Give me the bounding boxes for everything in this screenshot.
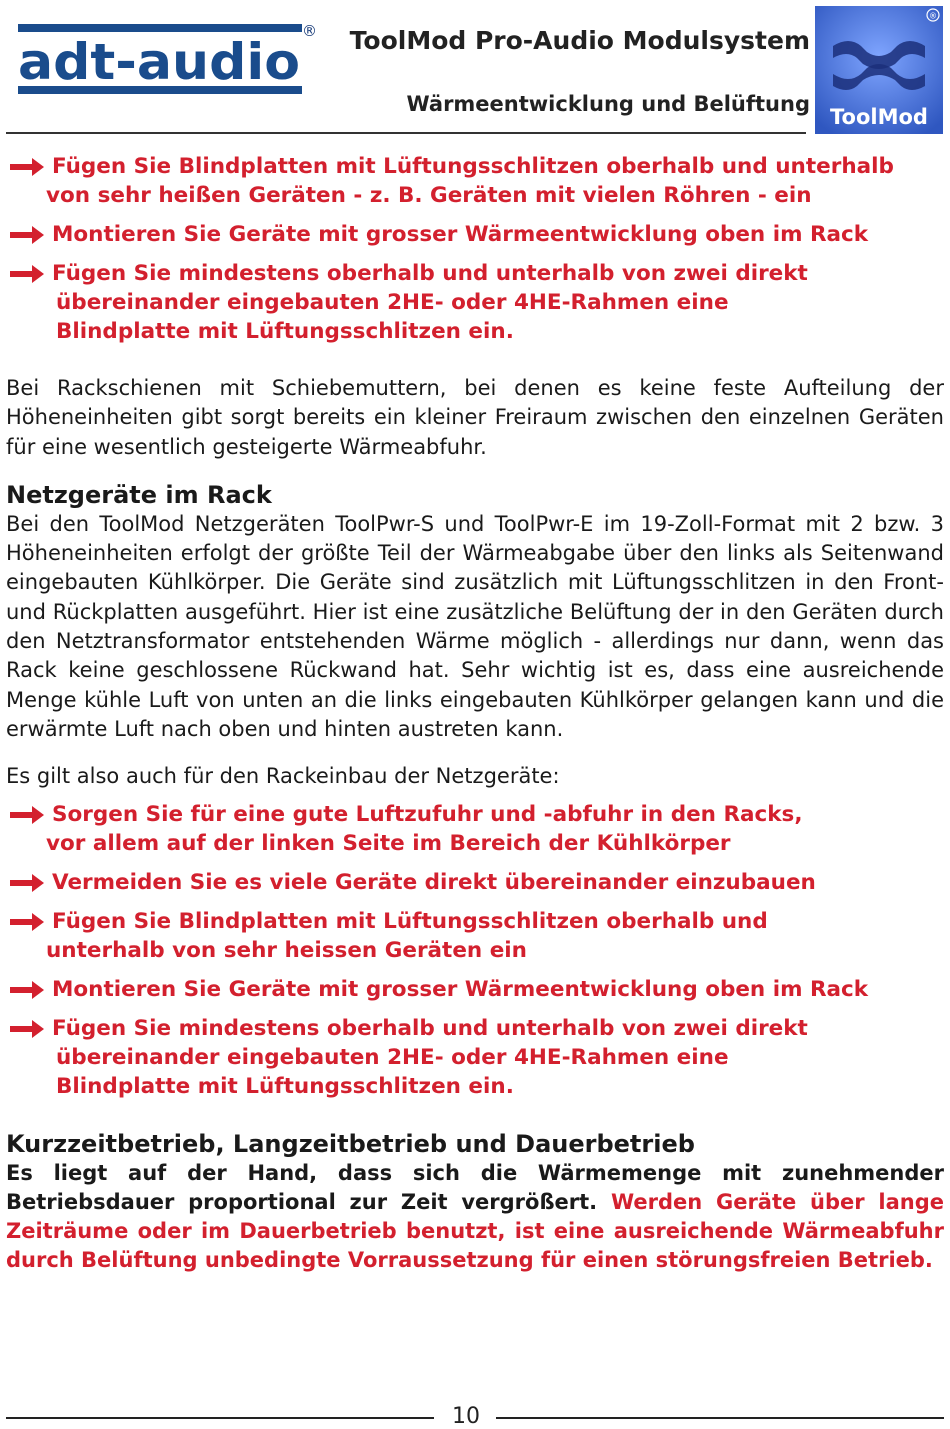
toolmod-registered-mark: ®	[929, 11, 937, 21]
arrow-right-icon	[8, 979, 46, 1001]
list-item-line: unterhalb von sehr heissen Geräten ein	[46, 937, 527, 963]
arrow-right-icon	[8, 224, 46, 246]
list-item-line: übereinander eingebauten 2HE- oder 4HE-Rahmen eine	[56, 290, 729, 315]
arrow-right-icon	[8, 911, 46, 933]
header-subtitle: Wärmeentwicklung und Belüftung	[406, 92, 810, 116]
list-item	[6, 907, 944, 965]
betrieb-text-red: Werden Geräte über lange Zeiträume oder im Dauerbetrieb benutzt, ist eine ausreichende Wärmeabfuhr durch Belüftung unbedingte Vorraussetzung für einen störungsfreien Betrieb.	[6, 1189, 944, 1273]
list-item-line: Blindplatte mit Lüftungsschlitzen ein.	[56, 1073, 514, 1099]
paragraph-betrieb	[6, 1159, 944, 1276]
list-item	[6, 1014, 944, 1101]
list-item	[6, 259, 944, 346]
list-item	[6, 152, 944, 210]
arrow-right-icon	[8, 156, 46, 178]
list-item-line: Fügen Sie Blindplatten mit Lüftungsschlitzen oberhalb und	[52, 908, 768, 934]
paragraph-es-gilt: Es gilt also auch für den Rackeinbau der Netzgeräte:	[6, 764, 560, 789]
list-item-line: Fügen Sie mindestens oberhalb und unterhalb von zwei direkt	[52, 1015, 808, 1041]
page-number: 10	[452, 1404, 480, 1429]
list-item-line: Fügen Sie Blindplatten mit Lüftungsschlitzen oberhalb und unterhalb	[52, 154, 894, 179]
arrow-right-icon	[8, 872, 46, 894]
header-rule	[6, 132, 806, 134]
arrow-right-icon	[8, 263, 46, 285]
list-item-line: Fügen Sie mindestens oberhalb und unterhalb von zwei direkt	[52, 261, 808, 286]
list-item-line: vor allem auf der linken Seite im Bereich der Kühlkörper	[46, 830, 731, 856]
page-footer	[0, 1404, 950, 1429]
page-content	[6, 152, 944, 1276]
arrow-right-icon	[8, 804, 46, 826]
registered-mark: ®	[302, 22, 317, 40]
footer-rule-left	[6, 1417, 434, 1419]
paragraph-netzgeraete: Bei den ToolMod Netzgeräten ToolPwr-S und ToolPwr-E im 19-Zoll-Format mit 2 bzw. 3 Höheneinheiten erfolgt der größte Teil der Wärmeabgabe über den links als Seitenwand eingebauten Kühlkörper. Die Geräte sind zusätzlich mit Lüftungsschlitzen in den Front- und Rückplatten ausgeführt. Hier ist eine zusätzliche Belüftung der in den Geräten durch den Netztransformator entstehenden Wärme möglich - allerdings nur dann, wenn das Rack keine geschlossene Rückwand hat. Sehr wichtig ist es, dass eine ausreichende Menge kühle Luft von unten an die links eingebauten Kühlkörper gelangen kann und die erwärmte Luft nach oben und hinten austreten kann.	[6, 511, 944, 741]
list-item-line: Sorgen Sie für eine gute Luftzufuhr und -abfuhr in den Racks,	[52, 801, 803, 827]
list-item-line: Vermeiden Sie es viele Geräte direkt übereinander einzubauen	[52, 869, 816, 895]
bullet-list-1	[6, 152, 944, 346]
paragraph-rackschienen: Bei Rackschienen mit Schiebemuttern, bei denen es keine feste Aufteilung der Höheneinheiten gibt sorgt bereits ein kleiner Freiraum zwischen den einzelnen Geräten für eine wesentlich gesteigerte Wärmeabfuhr.	[6, 376, 944, 459]
page-header	[0, 0, 950, 140]
bullet-list-2	[6, 800, 944, 1101]
list-item	[6, 220, 944, 249]
list-item-line: übereinander eingebauten 2HE- oder 4HE-Rahmen eine	[56, 1044, 729, 1070]
toolmod-logo	[815, 6, 943, 134]
list-item-line: Montieren Sie Geräte mit grosser Wärmeentwicklung oben im Rack	[52, 222, 869, 247]
list-item-line: Montieren Sie Geräte mit grosser Wärmeentwicklung oben im Rack	[52, 976, 869, 1002]
list-item	[6, 868, 944, 897]
header-title: ToolMod Pro-Audio Modulsystem	[349, 26, 810, 55]
list-item-line: von sehr heißen Geräten - z. B. Geräten mit vielen Röhren - ein	[46, 183, 812, 208]
adt-audio-logo-text: adt-audio	[18, 33, 300, 91]
toolmod-logo-text: ToolMod	[830, 105, 928, 129]
list-item-line: Blindplatte mit Lüftungsschlitzen ein.	[56, 319, 514, 344]
betrieb-text-bold: Es liegt auf der Hand, dass sich die Wärmemenge mit zunehmender Betriebsdauer proportional zur Zeit vergrößert.	[6, 1160, 944, 1214]
list-item	[6, 975, 944, 1004]
list-item	[6, 800, 944, 858]
heading-netzgeraete: Netzgeräte im Rack	[6, 480, 272, 509]
arrow-right-icon	[8, 1018, 46, 1040]
footer-rule-right	[496, 1417, 944, 1419]
adt-audio-logo	[14, 22, 304, 104]
heading-betrieb: Kurzzeitbetrieb, Langzeitbetrieb und Dauerbetrieb	[6, 1129, 695, 1158]
